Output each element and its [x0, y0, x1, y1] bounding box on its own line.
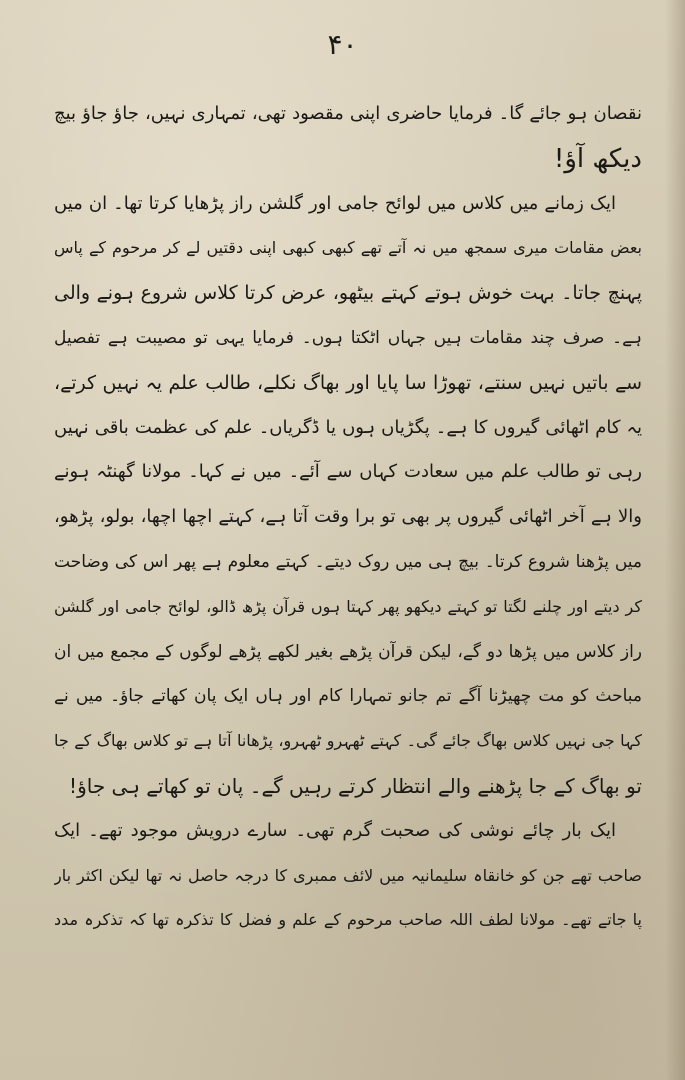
- text-line: بعض مقامات میری سمجھ میں نہ آتے تھے کبھی کبھی اپنی دقتیں لے کر مرحوم کے پاس: [54, 238, 642, 258]
- text-line: نقصان ہو جائے گا۔ فرمایا حاضری اپنی مقصود تھی، تمہاری نہیں، جاؤ جاؤ بیچ: [54, 103, 642, 124]
- text-line: کہا جی نہیں کلاس بھاگ جائے گی۔ کہتے ٹھہرو ٹھہرو، پڑھانا آتا ہے تو کلاس بھاگ کے جا: [54, 731, 642, 751]
- page-number: ۴۰: [327, 28, 358, 61]
- text-line: پہنچ جاتا۔ بہت خوش ہوتے کہتے بیٹھو، عرض کرتا کلاس شروع ہونے والی: [54, 282, 642, 305]
- text-line: میں پڑھنا شروع کرتا۔ بیچ ہی میں روک دیتے۔ کہتے معلوم ہے پھر اس کی وضاحت: [54, 551, 642, 572]
- text-line: کر دیتے اور چلنے لگتا تو کہتے دیکھو پھر کہتا ہوں قرآن پڑھ ڈالو، لوائح جامی اور گلشن: [54, 596, 642, 616]
- text-line: سے باتیں نہیں سنتے، تھوڑا سا پایا اور بھاگ نکلے، طالب علم یہ نہیں کرتے،: [54, 371, 642, 394]
- text-line: تو بھاگ کے جا پڑھنے والے انتظار کرتے رہیں گے۔ پان تو کھاتے ہی جاؤ!: [69, 773, 642, 798]
- text-line: مباحث کو مت چھیڑنا آگے تم جانو تمہارا کام اور ہاں ایک پان کھاتے جاؤ۔ میں نے: [54, 686, 642, 707]
- text-line: رہی تو طالب علم میں سعادت کہاں سے آئے۔ میں نے کہا۔ مولانا گھنٹہ ہونے: [54, 461, 642, 483]
- text-line: پا جاتے تھے۔ مولانا لطف اللہ صاحب مرحوم کے علم و فضل کا تذکرہ تھا کہ تذکرہ مدد: [54, 910, 642, 930]
- text-line: ہے۔ صرف چند مقامات ہیں جہاں اٹکتا ہوں۔ فرمایا یہی تو مصیبت ہے تفصیل: [54, 327, 642, 348]
- text-line: والا ہے آخر اٹھائی گیروں پر بھی تو برا وقت آتا ہے، کہتے اچھا اچھا، بولو، پڑھو،: [54, 506, 642, 528]
- text-line: یہ کام اٹھائی گیروں کا ہے۔ پگڑیاں ہوں یا ڈگریاں۔ علم کی عظمت باقی نہیں: [54, 416, 642, 438]
- text-line: صاحب تھے جن کو خانقاہ سلیمانیہ میں لائف ممبری کا درجہ حاصل نہ تھا لیکن اکثر بار: [54, 865, 642, 885]
- text-line: ایک بار چائے نوشی کی صحبت گرم تھی۔ سارے درویش موجود تھے۔ ایک: [54, 819, 616, 841]
- text-line: راز کلاس میں پڑھا دو گے، لیکن قرآن پڑھے بغیر لکھے پڑھے لوگوں کے مجمع میں ان: [54, 641, 642, 662]
- text-line: ایک زمانے میں کلاس میں لوائح جامی اور گلشن راز پڑھایا کرتا تھا۔ ان میں: [54, 192, 616, 214]
- text-line: دیکھ آؤ!: [553, 143, 642, 174]
- page-edge-shadow: [665, 0, 685, 1080]
- page-body-text: [54, 92, 642, 943]
